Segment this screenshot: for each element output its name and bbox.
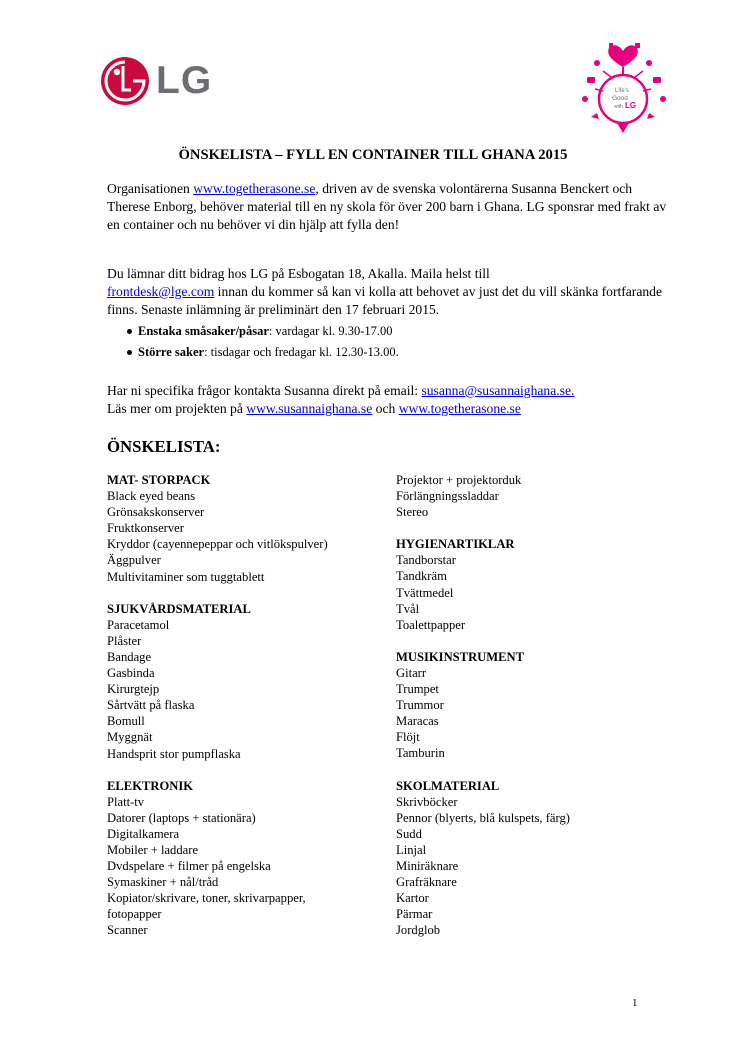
list-item: Scanner: [107, 923, 148, 938]
page-title: ÖNSKELISTA – FYLL EN CONTAINER TILL GHANA 2015: [178, 147, 568, 163]
category-title: MUSIKINSTRUMENT: [396, 649, 525, 664]
list-item: Trummor: [396, 698, 444, 713]
intro-paragraph: [107, 180, 667, 234]
life-line-3: with: [614, 104, 623, 110]
contact-line2-text: Läs mer om projekten på: [107, 401, 247, 416]
list-item: Sårtvätt på flaska: [107, 698, 195, 713]
dropoff-after-email: innan du kommer så kan vi kolla att behovet av just det du vill skänka fortfarande finns. Senaste inlämning är preliminärt den 17 februari 2015.: [107, 284, 662, 317]
intro-text-before: Organisationen: [107, 181, 194, 196]
susannaighana-link[interactable]: www.susannaighana.se: [246, 401, 373, 416]
list-item: Handsprit stor pumpflaska: [107, 746, 241, 761]
wishlist-category: [396, 778, 676, 939]
list-item: Paracetamol: [107, 617, 170, 632]
wishlist-category: [107, 601, 387, 762]
wishlist-category: [396, 649, 676, 762]
list-item: Dvdspelare + filmer på engelska: [107, 859, 271, 874]
wishlist-heading: ÖNSKELISTA:: [107, 437, 221, 456]
list-item: [107, 321, 667, 342]
contact-line2-mid: och: [372, 401, 399, 416]
lg-wordmark: LG: [156, 59, 213, 102]
lg-logo: [101, 57, 213, 109]
list-item: Pennor (blyerts, blå kulspets, färg): [396, 810, 570, 825]
susanna-email-link[interactable]: susanna@susannaighana.se.: [421, 383, 575, 398]
lg-face-icon: [101, 57, 149, 105]
list-item: Multivitaminer som tuggtablett: [107, 569, 265, 584]
contact-line1-text: Har ni specifika frågor kontakta Susanna direkt på email:: [107, 383, 422, 398]
frontdesk-email-link[interactable]: frontdesk@lge.com: [107, 284, 215, 299]
bullet-label: Enstaka småsaker/påsar: [138, 324, 269, 338]
list-item: Flöjt: [396, 730, 420, 745]
list-item: Projektor + projektorduk: [396, 473, 522, 487]
lifes-good-logo: [577, 37, 669, 133]
list-item: Äggpulver: [107, 553, 161, 568]
list-item: fotopapper: [107, 907, 162, 922]
contact-paragraph: [107, 382, 667, 418]
list-item: Plåster: [107, 633, 142, 648]
wishlist-category: [107, 778, 387, 939]
category-title: SJUKVÅRDSMATERIAL: [107, 601, 251, 616]
list-item: Grönsakskonserver: [107, 505, 205, 520]
togetherasone-link-2[interactable]: www.togetherasone.se: [398, 401, 521, 416]
list-item: Trumpet: [396, 682, 439, 697]
bullet-icon: [127, 329, 132, 334]
wishlist-category: [107, 472, 387, 585]
list-item: Myggnät: [107, 730, 153, 745]
list-item: [107, 342, 667, 363]
bullet-text: : vardagar kl. 9.30-17.00: [268, 324, 393, 338]
list-item: Miniräknare: [396, 858, 459, 873]
page-number: 1: [632, 997, 638, 1009]
bullet-icon: [127, 350, 132, 355]
bullet-text: : tisdagar och fredagar kl. 12.30-13.00.: [204, 345, 399, 359]
list-item: Tandkräm: [396, 569, 447, 584]
wishlist-category: [396, 536, 676, 633]
list-item: Kirurgtejp: [107, 682, 160, 697]
list-item: Kryddor (cayennepeppar och vitlökspulver): [107, 537, 328, 552]
togetherasone-link[interactable]: www.togetherasone.se: [193, 181, 316, 196]
life-line-1: Life's: [615, 88, 629, 94]
category-title: MAT- STORPACK: [107, 473, 211, 487]
list-item: Tvål: [396, 601, 420, 616]
list-item: Tvättmedel: [396, 585, 454, 600]
list-item: Grafräknare: [396, 875, 457, 890]
wishlist-right-column: [396, 472, 676, 954]
list-item: Symaskiner + nål/tråd: [107, 875, 219, 890]
list-item: Tamburin: [396, 746, 445, 761]
list-item: Jordglob: [396, 923, 441, 938]
category-title: HYGIENARTIKLAR: [396, 537, 515, 552]
category-title: ELEKTRONIK: [107, 778, 194, 793]
dropoff-line1: Du lämnar ditt bidrag hos LG på Esbogatan 18, Akalla. Maila helst till: [107, 266, 490, 281]
list-item: Kartor: [396, 891, 429, 906]
life-line-2: Good: [612, 95, 628, 102]
list-item: Toalettpapper: [396, 617, 466, 632]
intro-text-after: , driven av de svenska volontärerna Susanna Benckert och Therese Enborg, behöver material till en ny skola för över 200 barn i Ghana. LG sponsrar med frakt av en container och nu behöver vi din hjälp att fylla den!: [107, 181, 667, 232]
list-item: Linjal: [396, 842, 427, 857]
category-title: SKOLMATERIAL: [396, 778, 500, 793]
list-item: Fruktkonserver: [107, 521, 184, 536]
life-line-4: LG: [625, 101, 637, 110]
list-item: Black eyed beans: [107, 489, 196, 504]
wishlist-left-column: [107, 472, 387, 955]
list-item: Förlängningssladdar: [396, 489, 499, 504]
list-item: Datorer (laptops + stationära): [107, 810, 256, 825]
dropoff-times-list: [107, 321, 667, 363]
list-item: Mobiler + laddare: [107, 842, 199, 857]
list-item: Pärmar: [396, 907, 433, 922]
list-item: Gasbinda: [107, 666, 155, 681]
wishlist-category: [396, 472, 676, 520]
list-item: Platt-tv: [107, 794, 145, 809]
list-item: Digitalkamera: [107, 826, 180, 841]
list-item: Stereo: [396, 505, 429, 520]
list-item: Kopiator/skrivare, toner, skrivarpapper,: [107, 891, 306, 906]
dropoff-paragraph: [107, 265, 667, 319]
list-item: Bandage: [107, 649, 152, 664]
list-item: Sudd: [396, 826, 422, 841]
list-item: Bomull: [107, 714, 145, 729]
list-item: Tandborstar: [396, 553, 456, 568]
bullet-label: Större saker: [138, 345, 205, 359]
list-item: Skrivböcker: [396, 794, 458, 809]
list-item: Gitarr: [396, 665, 427, 680]
list-item: Maracas: [396, 714, 439, 729]
